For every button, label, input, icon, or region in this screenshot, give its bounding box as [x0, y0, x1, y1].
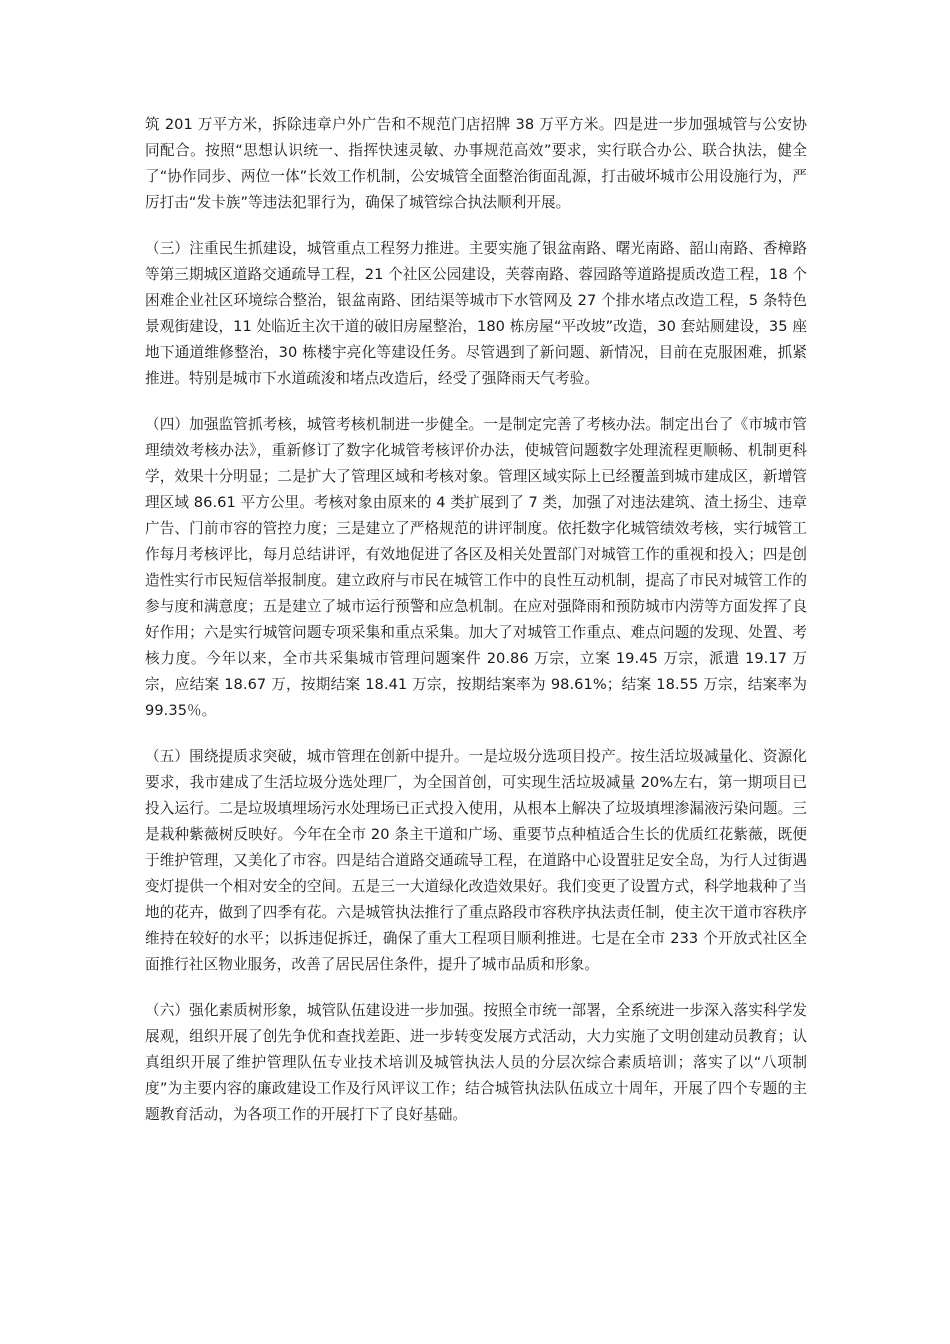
paragraph-section-6: （六）强化素质树形象，城管队伍建设进一步加强。按照全市统一部署，全系统进一步深入落实科学发展观，组织开展了创先争优和查找差距、进一步转变发展方式活动，大力实施了文明创建动员教育；认真组织开展了维护管理队伍专业技术培训及城管执法人员的分层次综合素质培训；落实了以“八项制度”为主要内容的廉政建设工作及行风评议工作；结合城管执法队伍成立十周年，开展了四个专题的主题教育活动，为各项工作的开展打下了良好基础。 [145, 1002, 807, 1123]
paragraph-section-4: （四）加强监管抓考核，城管考核机制进一步健全。一是制定完善了考核办法。制定出台了《市城市管理绩效考核办法》，重新修订了数字化城管考核评价办法，使城管问题数字处理流程更顺畅、机制更科学，效果十分明显；二是扩大了管理区域和考核对象。管理区域实际上已经覆盖到城市建成区，新增管理区域 86.61 平方公里。考核对象由原来的 4 类扩展到了 7 类，加强了对违法建筑、渣土扬尘、违章广告、门前市容的管控力度；三是建立了严格规范的讲评制度。依托数字化城管绩效考核，实行城管工作每月考核评比，每月总结讲评，有效地促进了各区及相关处置部门对城管工作的重视和投入；四是创造性实行市民短信举报制度。建立政府与市民在城管工作中的良性互动机制，提高了市民对城管工作的参与度和满意度；五是建立了城市运行预警和应急机制。在应对强降雨和预防城市内涝等方面发挥了良好作用；六是实行城管问题专项采集和重点采集。加大了对城管工作重点、难点问题的发现、处置、考核力度。今年以来，全市共采集城市管理问题案件 20.86 万宗，立案 19.45 万宗，派遣 19.17 万宗，应结案 18.67 万，按期结案 18.41 万宗，按期结案率为 98.61%；结案 18.55 万宗，结案率为 99.35％。 [145, 416, 807, 719]
paragraph-section-3: （三）注重民生抓建设，城管重点工程努力推进。主要实施了银盆南路、曙光南路、韶山南路、香樟路等第三期城区道路交通疏导工程，21 个社区公园建设，芙蓉南路、蓉园路等道路提质改造工程，18 个困难企业社区环境综合整治，银盆南路、团结渠等城市下水管网及 27 个排水堵点改造工程，5 条特色景观街建设，11 处临近主次干道的破旧房屋整治，180 栋房屋“平改坡”改造，30 套站厕建设，35 座地下通道维修整治，30 栋楼宇亮化等建设任务。尽管遇到了新问题、新情况，目前在克服困难，抓紧推进。特别是城市下水道疏浚和堵点改造后，经受了强降雨天气考验。 [145, 240, 807, 387]
document-body [145, 112, 807, 1148]
paragraph-section-5: （五）围绕提质求突破，城市管理在创新中提升。一是垃圾分选项目投产。按生活垃圾减量化、资源化要求，我市建成了生活垃圾分选处理厂，为全国首创，可实现生活垃圾减量 20%左右，第一期项目已投入运行。二是垃圾填埋场污水处理场已正式投入使用，从根本上解决了垃圾填埋渗漏液污染问题。三是栽种紫薇树反映好。今年在全市 20 条主干道和广场、重要节点种植适合生长的优质红花紫薇，既便于维护管理，又美化了市容。四是结合道路交通疏导工程，在道路中心设置驻足安全岛，为行人过街遇变灯提供一个相对安全的空间。五是三一大道绿化改造效果好。我们变更了设置方式，科学地栽种了当地的花卉，做到了四季有花。六是城管执法推行了重点路段市容秩序执法责任制，使主次干道市容秩序维持在较好的水平；以拆违促拆迁，确保了重大工程项目顺利推进。七是在全市 233 个开放式社区全面推行社区物业服务，改善了居民居住条件，提升了城市品质和形象。 [145, 748, 807, 973]
paragraph-continuation: 筑 201 万平方米，拆除违章户外广告和不规范门店招牌 38 万平方米。四是进一步加强城管与公安协同配合。按照“思想认识统一、指挥快速灵敏、办事规范高效”要求，实行联合办公、联合执法，健全了“协作同步、两位一体”长效工作机制，公安城管全面整治街面乱源，打击破坏城市公用设施行为，严厉打击“发卡族”等违法犯罪行为，确保了城管综合执法顺利开展。 [145, 116, 807, 211]
